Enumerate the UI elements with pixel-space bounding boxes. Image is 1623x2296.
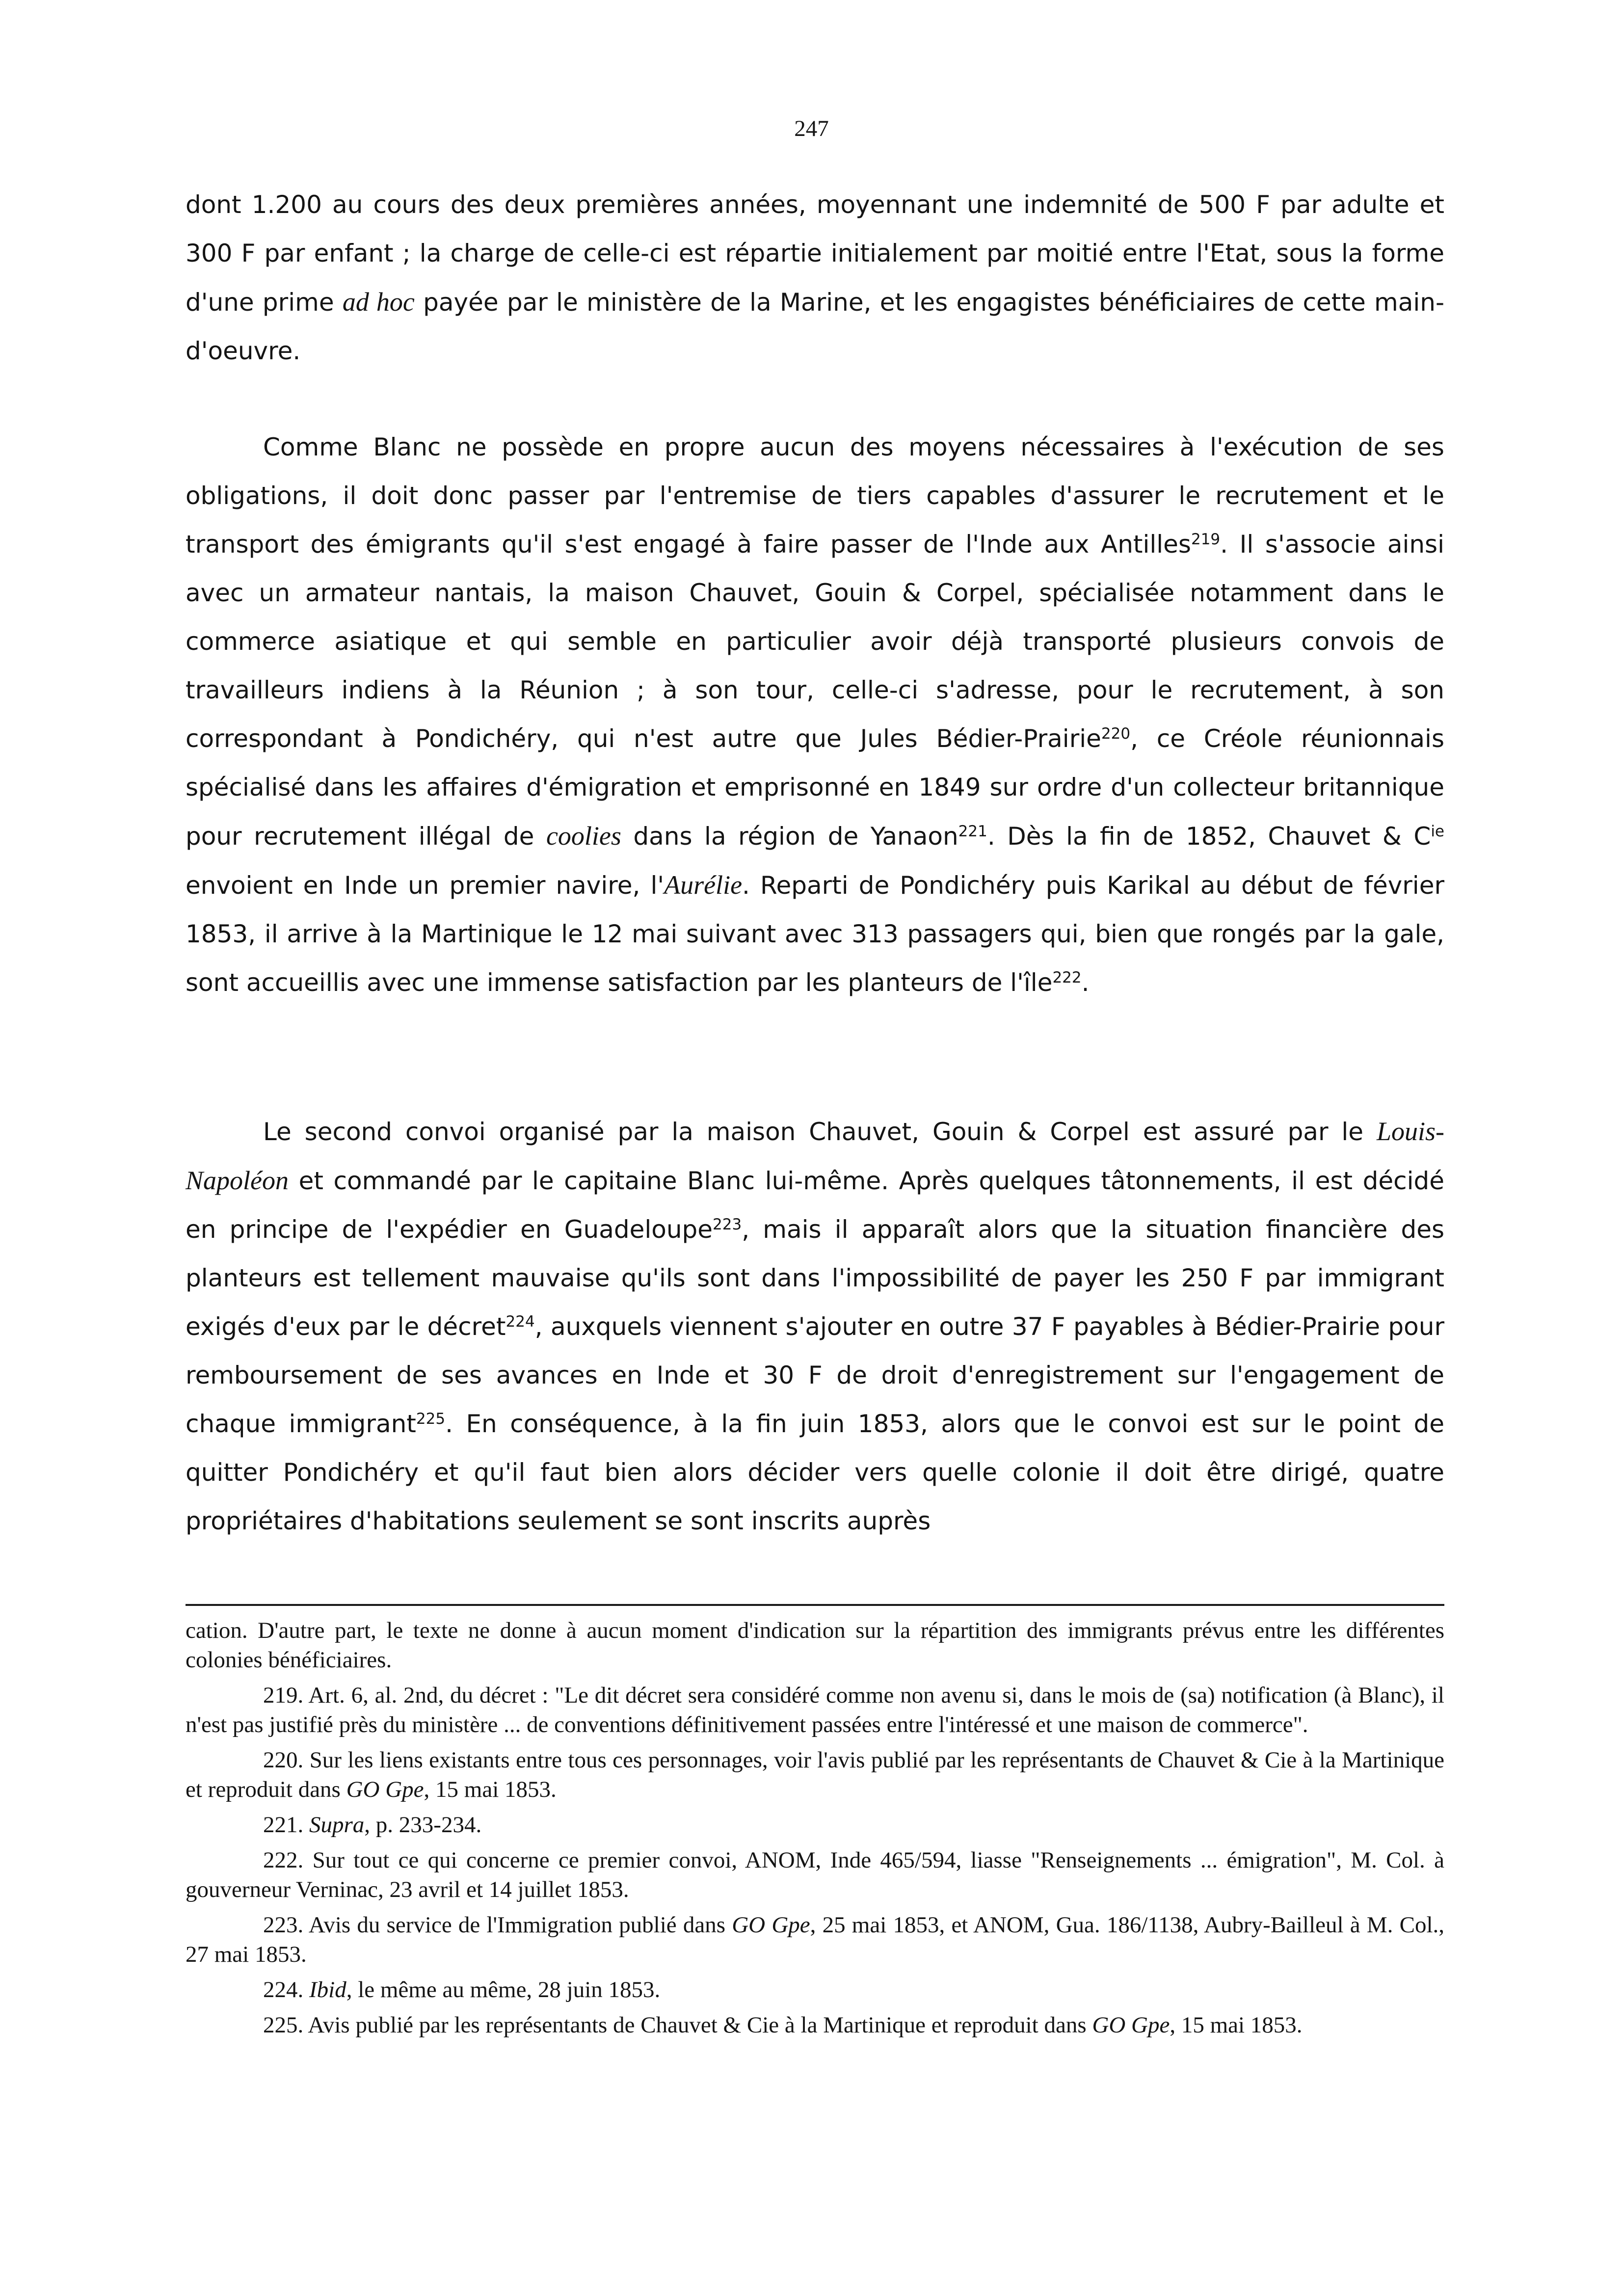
text-run: payée par le ministère de la Marine, et les engagistes bénéficiaires de cette main-d'oeuvre.	[186, 288, 1444, 365]
text-run: . Dès la fin de 1852, Chauvet & C	[987, 822, 1431, 851]
italic-source: GO Gpe	[1092, 2012, 1170, 2038]
text-run: dans la région de Yanaon	[621, 822, 958, 851]
text-run: 223. Avis du service de l'Immigration publié dans	[263, 1912, 732, 1938]
paragraph-1	[186, 181, 1444, 375]
paragraph-2	[186, 423, 1444, 1007]
footnote-continuation: cation. D'autre part, le texte ne donne à aucun moment d'indication sur la répartition des immigrants prévus entre les différentes colonies bénéficiaires.	[186, 1618, 1444, 1673]
text-run: , le même au même, 28 juin 1853.	[346, 1977, 661, 2002]
text-run: .	[1081, 968, 1090, 997]
footnotes	[186, 1616, 1444, 2046]
italic-term: coolies	[546, 821, 621, 851]
footnote-ref-219[interactable]: 219	[1191, 530, 1221, 548]
footnote-225	[186, 2010, 1444, 2040]
text-run: . En conséquence, à la fin juin 1853, alors que le convoi est sur le point de quitter Pondichéry et qu'il faut bien alors décider vers quelle colonie il doit être dirigé, quatre propriétaires d'habitations seulement se sont inscrits auprès	[186, 1410, 1445, 1535]
text-run: , p. 233-234.	[364, 1812, 482, 1838]
footnote-219: 219. Art. 6, al. 2nd, du décret : "Le dit décret sera considéré comme non avenu si, dans le mois de (sa) notification (à Blanc), il n'est pas justifié près du ministère ... de conventions définitivement passées entre l'intéressé et une maison de commerce".	[186, 1682, 1444, 1737]
text-run: . Reparti de Pondichéry puis Karikal au début de février 1853, il arrive à la Martinique le 12 mai suivant avec 313 passagers qui, bien que rongés par la gale, sont accueillis avec une immense satisfaction par les planteurs de l'île	[186, 871, 1445, 997]
italic-source: GO Gpe	[346, 1777, 424, 1802]
text-run: , auxquels viennent s'ajouter en outre 37 F payables à Bédier-Prairie pour remboursement de ses avances en Inde et 30 F de droit d'enregistrement sur l'engagement de chaque immigrant	[186, 1312, 1444, 1438]
footnote-221	[186, 1810, 1444, 1840]
footnote-223	[186, 1910, 1444, 1969]
footnote-220	[186, 1745, 1444, 1804]
paragraph-3	[186, 1107, 1444, 1546]
footnote-ref-225[interactable]: 225	[416, 1410, 446, 1428]
text-run: 225. Avis publié par les représentants de Chauvet & Cie à la Martinique et reproduit dans	[263, 2012, 1092, 2038]
italic-term: ad hoc	[342, 287, 415, 317]
italic-source: GO Gpe	[732, 1912, 810, 1938]
italic-ship-name: Louis-Napoléon	[186, 1117, 1444, 1195]
italic-ship-name: Aurélie	[664, 870, 743, 900]
footnote-ref-224[interactable]: 224	[506, 1312, 535, 1331]
text-run: 220. Sur les liens existants entre tous ces personnages, voir l'avis publié par les représentants de Chauvet & Cie à la Martinique et reproduit dans	[186, 1747, 1444, 1802]
text-run: Comme Blanc ne possède en propre aucun des moyens nécessaires à l'exécution de ses obligations, il doit donc passer par l'entremise de tiers capables d'assurer le recrutement et le transport des émigrants qu'il s'est engagé à faire passer de l'Inde aux Antilles	[186, 433, 1444, 559]
text-run: , ce Créole réunionnais spécialisé dans les affaires d'émigration et emprisonné en 1849 sur ordre d'un collecteur britannique pour recrutement illégal de	[186, 724, 1444, 851]
text-run: envoient en Inde un premier navire, l'	[186, 871, 665, 900]
italic-term: Supra	[309, 1812, 365, 1838]
superscript-abbrev: ie	[1431, 822, 1444, 840]
text-run: Le second convoi organisé par la maison Chauvet, Gouin & Corpel est assuré par le	[263, 1118, 1377, 1146]
footnote-ref-222[interactable]: 222	[1052, 968, 1082, 987]
footnote-ref-220[interactable]: 220	[1101, 724, 1131, 743]
text-run: et commandé par le capitaine Blanc lui-même. Après quelques tâtonnements, il est décidé en principe de l'expédier en Guadeloupe	[186, 1167, 1444, 1244]
footnote-224	[186, 1975, 1444, 2004]
text-run: 224.	[263, 1977, 309, 2002]
footnote-separator	[186, 1604, 1444, 1606]
text-run: , mais il apparaît alors que la situation financière des planteurs est tellement mauvaise qu'ils sont dans l'impossibilité de payer les 250 F par immigrant exigés d'eux par le décret	[186, 1215, 1445, 1341]
text-run: , 25 mai 1853, et ANOM, Gua. 186/1138, Aubry-Bailleul à M. Col., 27 mai 1853.	[186, 1912, 1445, 1967]
page-number: 247	[794, 116, 829, 141]
text-run: , 15 mai 1853.	[1170, 2012, 1303, 2038]
footnote-222: 222. Sur tout ce qui concerne ce premier convoi, ANOM, Inde 465/594, liasse "Renseignements ... émigration", M. Col. à gouverneur Verninac, 23 avril et 14 juillet 1853.	[186, 1847, 1444, 1902]
italic-term: Ibid	[309, 1977, 346, 2002]
text-run: 221.	[263, 1812, 309, 1838]
text-run: . Il s'associe ainsi avec un armateur nantais, la maison Chauvet, Gouin & Corpel, spécialisée notamment dans le commerce asiatique et qui semble en particulier avoir déjà transporté plusieurs convois de travailleurs indiens à la Réunion ; à son tour, celle-ci s'adresse, pour le recrutement, à son correspondant à Pondichéry, qui n'est autre que Jules Bédier-Prairie	[186, 530, 1444, 753]
text-run: dont 1.200 au cours des deux premières années, moyennant une indemnité de 500 F par adulte et 300 F par enfant ; la charge de celle-ci est répartie initialement par moitié entre l'Etat, sous la forme d'une prime	[186, 190, 1444, 317]
footnote-ref-221[interactable]: 221	[958, 822, 987, 840]
footnote-ref-223[interactable]: 223	[713, 1215, 742, 1233]
text-run: , 15 mai 1853.	[424, 1777, 557, 1802]
